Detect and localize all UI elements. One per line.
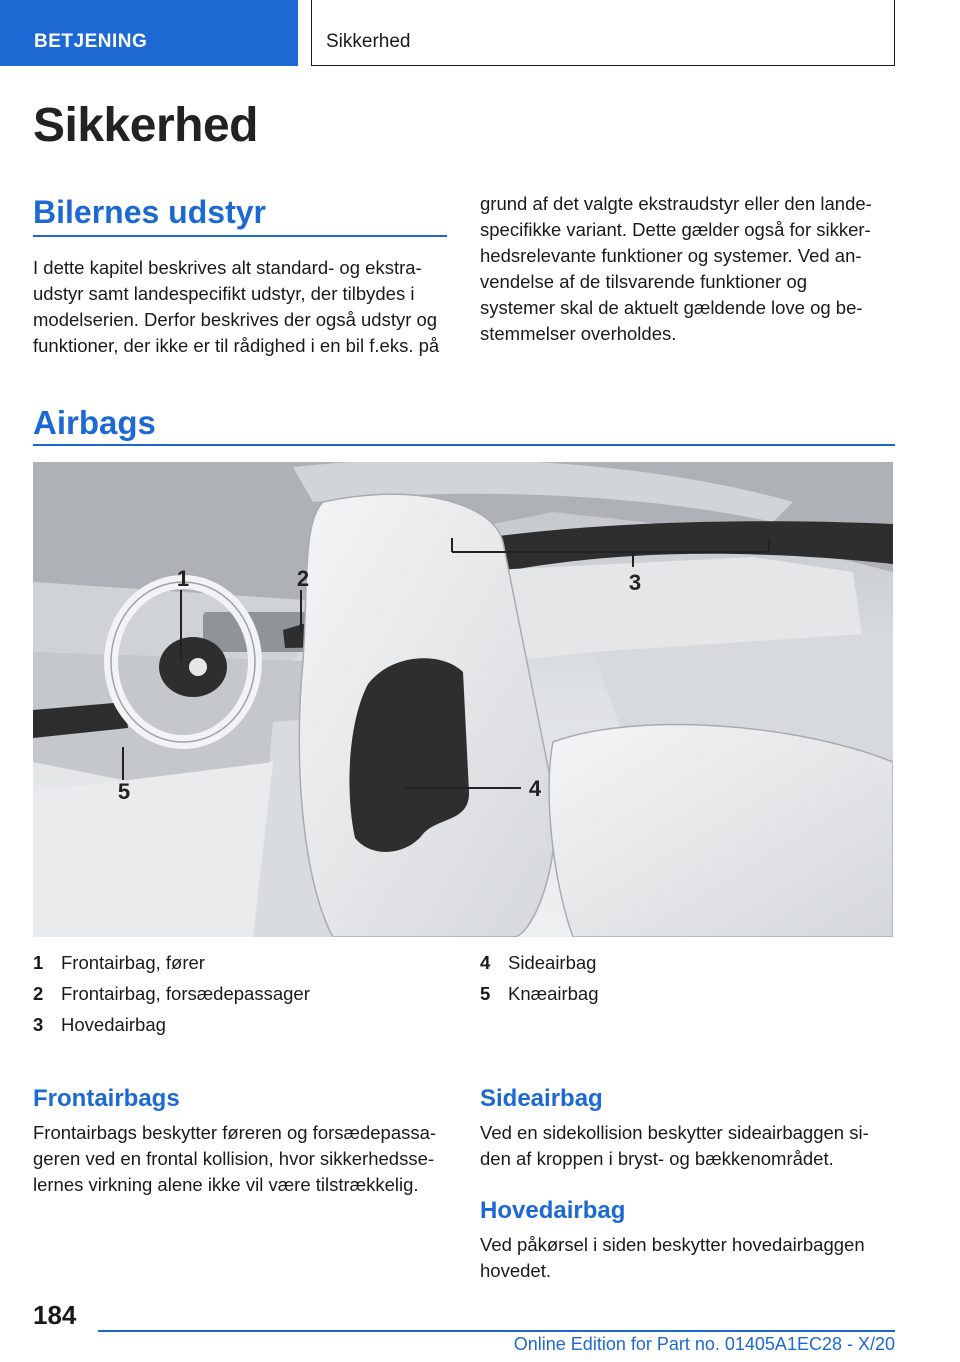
hovedairbag-text: Ved påkørsel i siden beskytter hovedairbaggen hovedet. (480, 1234, 865, 1281)
page-title: Sikkerhed (33, 99, 258, 152)
airbag-illustration (33, 462, 893, 937)
page-number: 184 (33, 1300, 77, 1330)
legend-item (33, 978, 310, 1009)
equipment-text-left: I dette kapitel beskrives alt standard- og ekstra- udstyr samt landespecifikt udstyr, der tilbydes i modelserien. Derfor beskrives der også udstyr og funktioner, der ikke er til rådighed i en bil f.eks. på (33, 257, 440, 356)
legend-number: 5 (480, 983, 491, 1004)
legend-number: 3 (33, 1014, 44, 1035)
legend-label: Sideairbag (508, 952, 597, 973)
section-tab: BETJENING (0, 0, 298, 66)
legend-item (480, 947, 599, 978)
car-interior-drawing (33, 462, 893, 937)
legend-left (33, 947, 310, 1040)
legend-item (480, 978, 599, 1009)
topic-tab: Sikkerhed (311, 0, 895, 66)
legend-number: 1 (33, 952, 44, 973)
floor (33, 762, 273, 937)
legend-label: Knæairbag (508, 983, 599, 1004)
steering-logo (189, 658, 207, 676)
sideairbag-text: Ved en sidekollision beskytter sideairbaggen si- den af kroppen i bryst- og bækkenområdet. (480, 1122, 869, 1169)
legend-number: 4 (480, 952, 491, 973)
rear-seat (549, 725, 893, 937)
frontairbags-heading: Frontairbags (33, 1085, 180, 1112)
callout-1: 1 (176, 566, 190, 591)
callout-4: 4 (528, 776, 542, 801)
airbags-heading-rule (33, 444, 895, 446)
legend-item (33, 947, 310, 978)
legend-right (480, 947, 599, 1009)
legend-label: Frontairbag, forsædepassager (61, 983, 310, 1004)
callout-2: 2 (296, 566, 310, 591)
footer-edition-text: Online Edition for Part no. 01405A1EC28 - X/20 (513, 1334, 895, 1354)
equipment-heading: Bilernes udstyr (33, 194, 266, 230)
hovedairbag-heading: Hovedairbag (480, 1197, 626, 1224)
airbags-heading: Airbags (33, 404, 156, 441)
footer-rule (98, 1330, 895, 1332)
equipment-heading-rule (33, 235, 447, 237)
callout-5: 5 (117, 779, 131, 804)
sideairbag-heading: Sideairbag (480, 1085, 603, 1112)
legend-number: 2 (33, 983, 44, 1004)
legend-item (33, 1009, 310, 1040)
frontairbags-text: Frontairbags beskytter føreren og forsædepassa- geren ved en frontal kollision, hvor sikkerhedsse- lernes virkning alene ikke vil være tilstrækkelig. (33, 1122, 437, 1195)
legend-label: Frontairbag, fører (61, 952, 205, 973)
equipment-text-right: grund af det valgte ekstraudstyr eller den lande- specifikke variant. Dette gælder også for sikker- hedsrelevante funktioner og systemer. Ved an- vendelse af de tilsvarende funktioner og systemer skal de aktuelt gældende love og be- stemmelser overholdes. (480, 193, 872, 344)
legend-label: Hovedairbag (61, 1014, 166, 1035)
callout-3: 3 (628, 570, 642, 595)
